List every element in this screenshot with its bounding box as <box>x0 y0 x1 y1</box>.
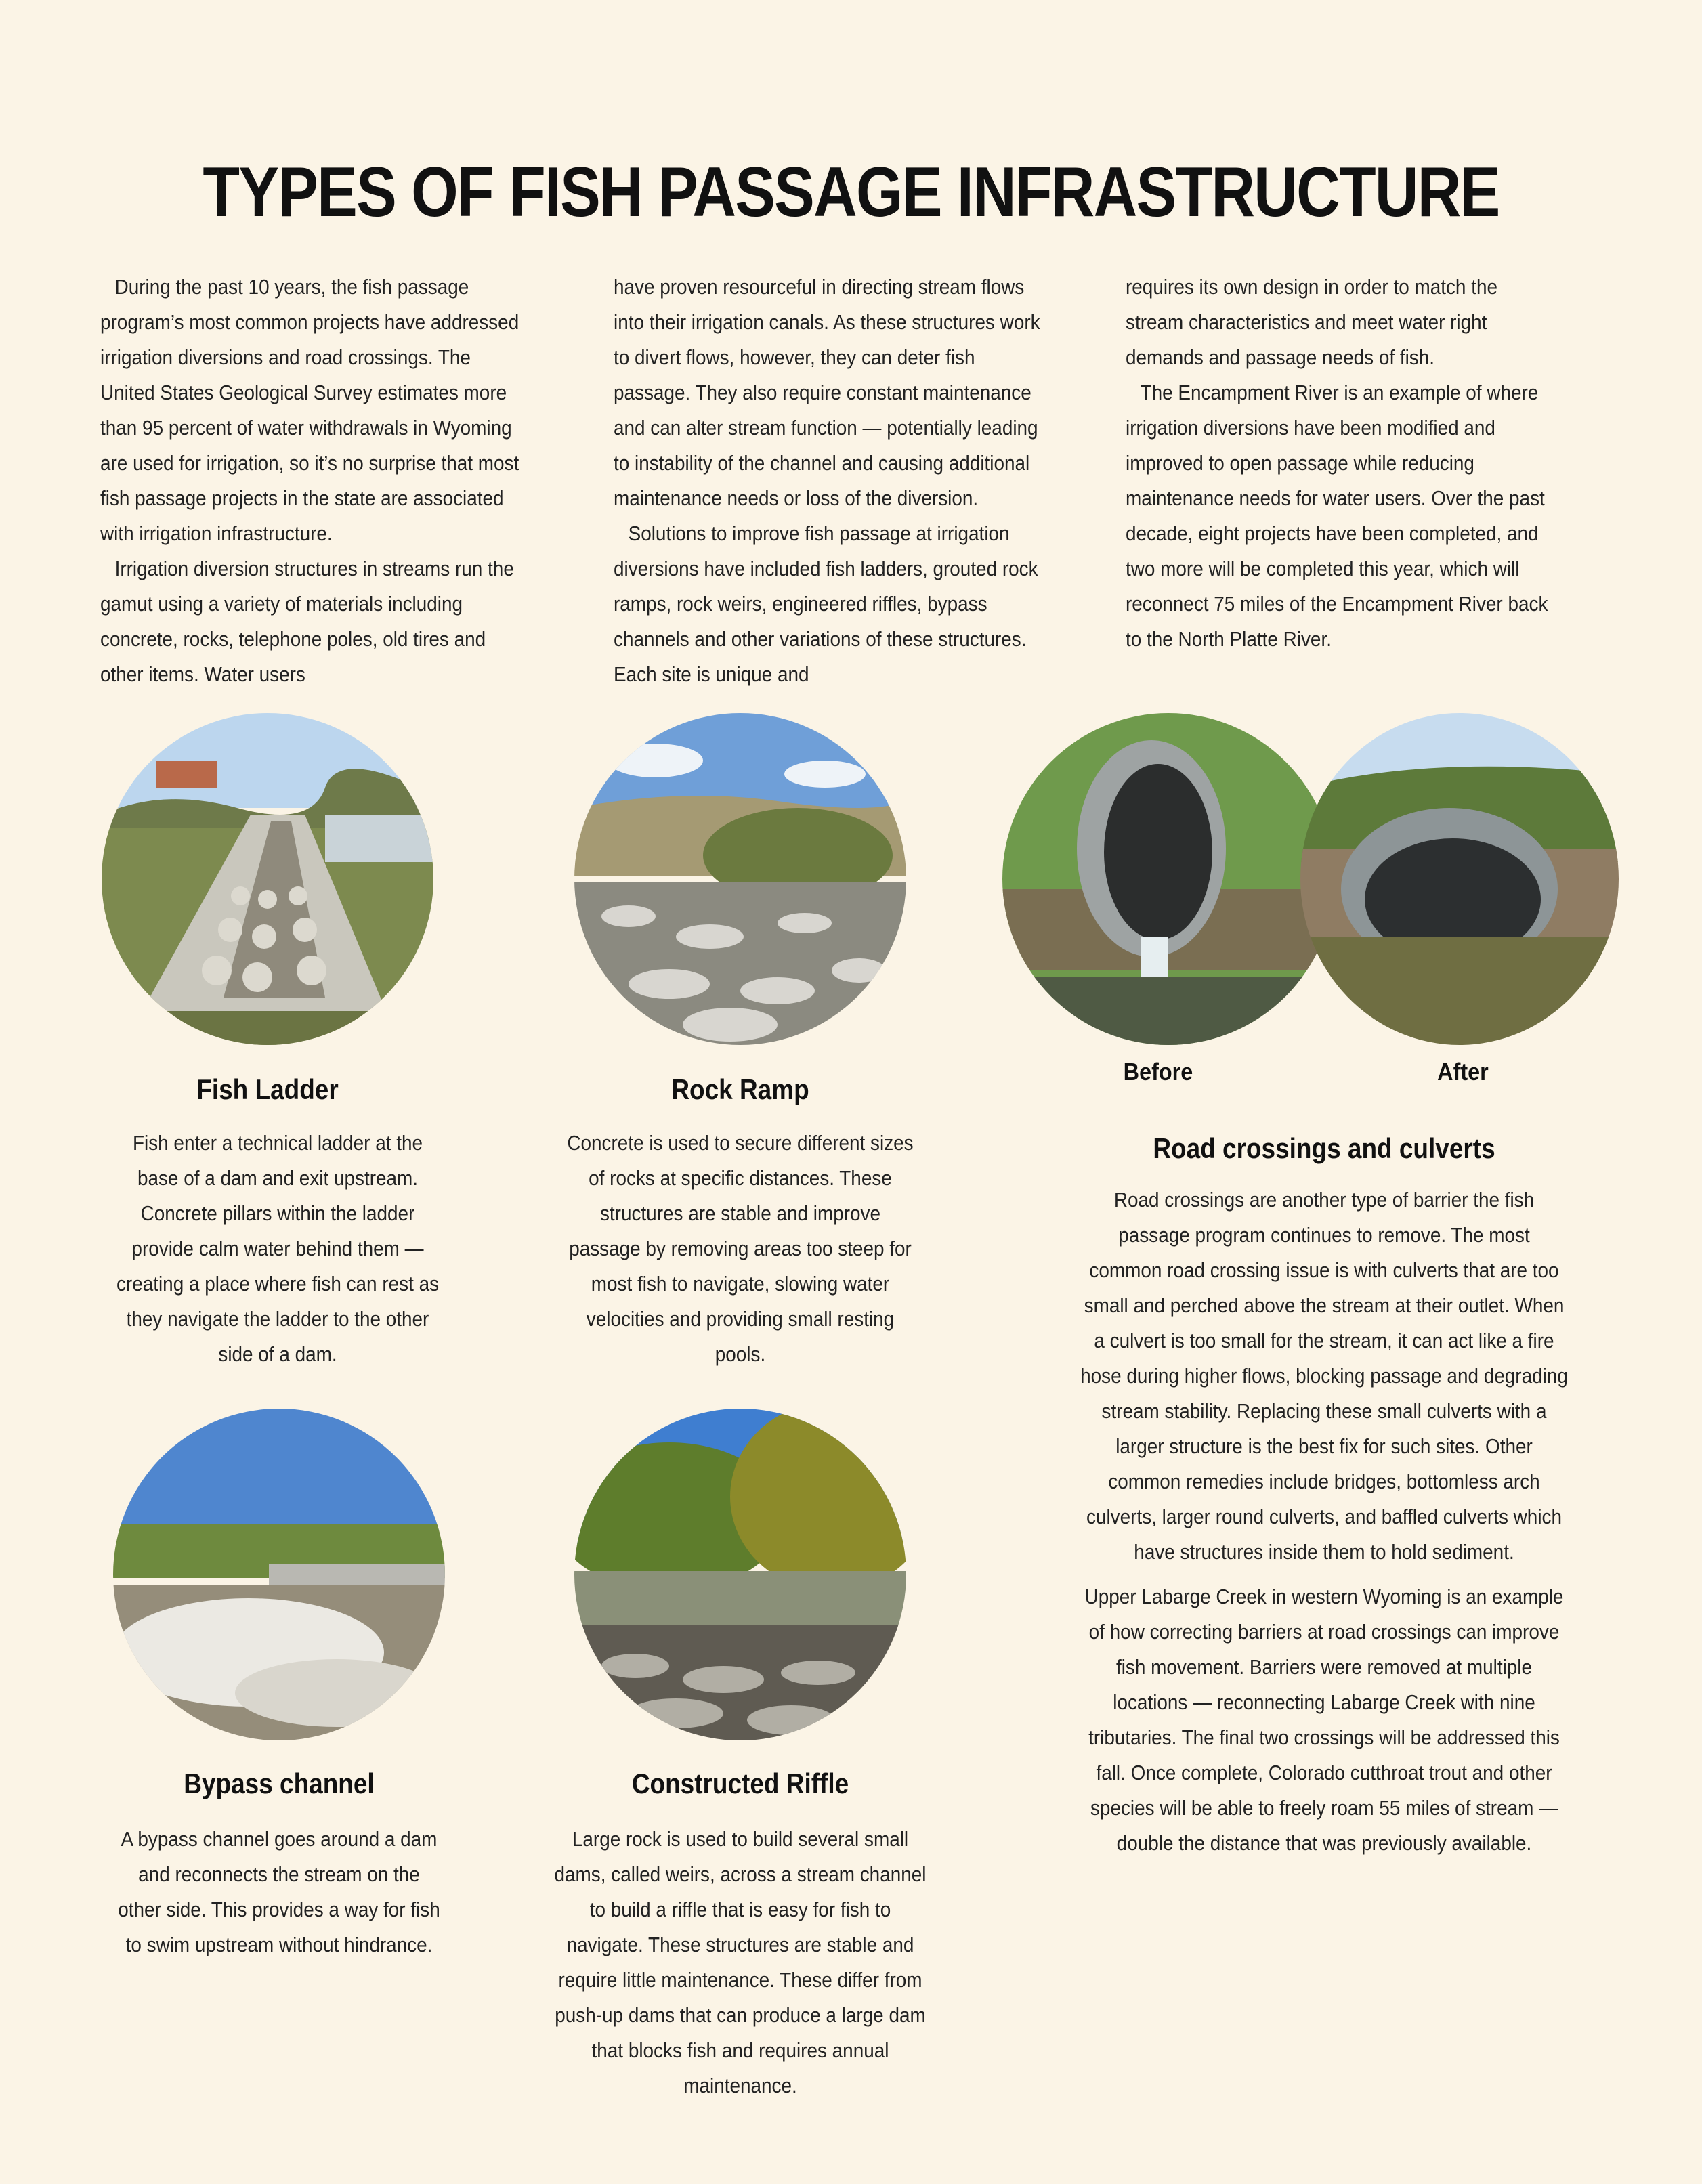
bypass-channel-caption: A bypass channel goes around a dam and reconnects the stream on the other side. This provides a way for fish to swim upstream without hindrance. <box>118 1827 440 1956</box>
constructed-riffle-caption: Large rock is used to build several small dams, called weirs, across a stream channel to build a riffle that is easy for fish to navigate. These structures are stable and require little maintenance. These differ from push-up dams that can produce a large dam that blocks fish and requires annual maintenance. <box>554 1827 927 2097</box>
rock-ramp-heading: Rock Ramp <box>671 1073 809 1105</box>
constructed-riffle-photo <box>574 1409 906 1740</box>
intro-paragraph: Irrigation diversion structures in streams run the gamut using a variety of materials including concrete, rocks, telephone poles, old tires and other items. Water users <box>100 557 514 686</box>
intro-paragraph: During the past 10 years, the fish passage program’s most common projects have addressed irrigation diversions and road crossings. The United States Geological Survey estimates more than 95 percent of water withdrawals in Wyoming are used for irrigation, so it’s no surprise that most fish passage projects in the state are associated with irrigation infrastructure. <box>100 275 519 545</box>
culvert-before-photo <box>1002 713 1334 1045</box>
intro-column-3 <box>1126 270 1552 657</box>
culvert-after-photo <box>1300 713 1619 1045</box>
after-label: After <box>1437 1058 1489 1086</box>
constructed-riffle-heading: Constructed Riffle <box>631 1768 849 1799</box>
bypass-channel-photo <box>113 1409 445 1740</box>
road-crossings-caption <box>1080 1182 1568 1870</box>
intro-paragraph: The Encampment River is an example of where irrigation diversions have been modified and improved to open passage while reducing maintenance needs for water users. Over the past decade, eight projects have been completed, and two more will be completed this year, which will reconnect 75 miles of the Encampment River back to the North Platte River. <box>1126 381 1548 651</box>
fish-ladder-heading: Fish Ladder <box>196 1073 339 1105</box>
fish-ladder-caption: Fish enter a technical ladder at the base of a dam and exit upstream. Concrete pillars within the ladder provide calm water behind them — creating a place where fish can rest as they navigate the ladder to the other side of a dam. <box>116 1131 440 1366</box>
page-title: TYPES OF FISH PASSAGE INFRASTRUCTURE <box>203 153 1499 232</box>
bypass-channel-heading: Bypass channel <box>184 1768 375 1799</box>
intro-column-1 <box>100 270 527 692</box>
before-label: Before <box>1123 1058 1193 1086</box>
intro-paragraph: have proven resourceful in directing stream flows into their irrigation canals. As these structures work to divert flows, however, they can deter fish passage. They also require constant maintenance and can alter stream function — potentially leading to instability of the channel and causing additional maintenance needs or loss of the diversion. <box>614 275 1040 510</box>
intro-paragraph: requires its own design in order to match the stream characteristics and meet water right demands and passage needs of fish. <box>1126 275 1497 369</box>
fish-ladder-photo <box>102 713 433 1045</box>
intro-column-2 <box>614 270 1040 692</box>
road-crossings-paragraph: Upper Labarge Creek in western Wyoming is an example of how correcting barriers at road crossings can improve fish movement. Barriers were removed at multiple locations — reconnecting Labarge Creek with nine tributaries. The final two crossings will be addressed this fall. Once complete, Colorado cutthroat trout and other species will be able to freely roam 55 miles of stream — double the distance that was previously available. <box>1084 1585 1564 1855</box>
road-crossings-heading: Road crossings and culverts <box>1153 1132 1495 1164</box>
intro-paragraph: Solutions to improve fish passage at irrigation diversions have included fish ladders, grouted rock ramps, rock weirs, engineered riffles, bypass channels and other variations of these structures. Each site is unique and <box>614 521 1038 686</box>
road-crossings-paragraph: Road crossings are another type of barrier the fish passage program continues to remove. The most common road crossing issue is with culverts that are too small and perched above the stream at their outlet. When a culvert is too small for the stream, it can act like a fire hose during higher flows, blocking passage and degrading stream stability. Replacing these small culverts with a larger structure is the best fix for such sites. Other common remedies include bridges, bottomless arch culverts, larger round culverts, and baffled culverts which have structures inside them to hold sediment. <box>1080 1188 1568 1564</box>
rock-ramp-photo <box>574 713 906 1045</box>
rock-ramp-caption: Concrete is used to secure different sizes of rocks at specific distances. These structures are stable and improve passage by removing areas too steep for most fish to navigate, slowing water velocities and providing small resting pools. <box>567 1131 914 1366</box>
